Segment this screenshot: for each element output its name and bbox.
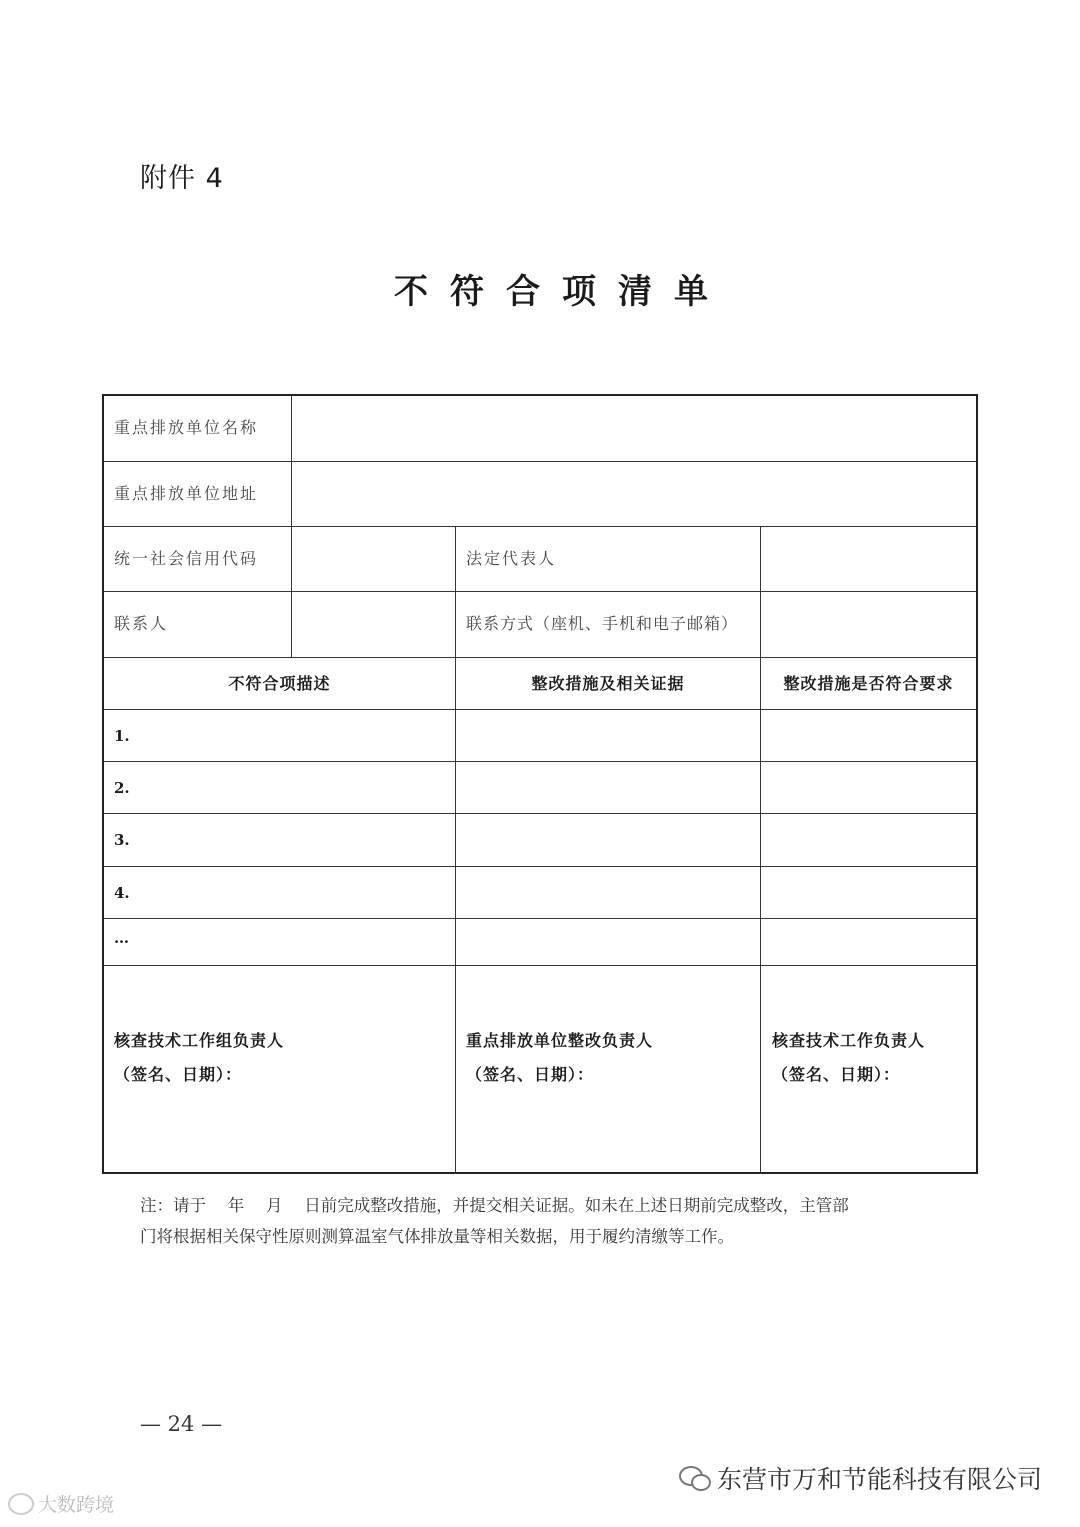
col-divider — [291, 396, 292, 657]
contact-person-field[interactable] — [293, 592, 455, 657]
item-number: 3. — [114, 831, 130, 849]
credit-code-label: 统一社会信用代码 — [114, 549, 259, 568]
document-title: 不符合项清单 — [394, 272, 730, 312]
signature-title: 核查技术工作组负责人 — [114, 1031, 285, 1050]
row-divider — [104, 813, 976, 814]
legal-rep-field[interactable] — [762, 527, 976, 591]
signature-block-verifier[interactable] — [772, 1024, 925, 1092]
page-number: — 24 — — [140, 1412, 223, 1436]
row-divider — [104, 866, 976, 867]
brand-watermark — [8, 1490, 114, 1517]
signature-hint: （签名、日期）： — [466, 1065, 595, 1084]
signature-title: 重点排放单位整改负责人 — [466, 1031, 654, 1050]
legal-rep-label: 法定代表人 — [466, 549, 557, 568]
unit-name-label: 重点排放单位名称 — [114, 418, 259, 437]
signature-hint: （签名、日期）： — [114, 1065, 243, 1084]
row-divider — [104, 709, 976, 710]
brand-logo-icon — [8, 1493, 34, 1515]
item-number: 4. — [114, 884, 130, 902]
attachment-label: 附件 4 — [140, 163, 224, 194]
company-watermark — [679, 1460, 1042, 1496]
contact-method-field[interactable] — [762, 592, 976, 657]
note-line: 门将根据相关保守性原则测算温室气体排放量等相关数据，用于履约清缴等工作。 — [140, 1227, 734, 1246]
item-number: 2. — [114, 779, 130, 797]
signature-block-unit-rectification[interactable] — [466, 1024, 653, 1092]
col-header-measures: 整改措施及相关证据 — [531, 674, 685, 693]
row-divider — [104, 657, 976, 658]
signature-block-verifier-group[interactable] — [114, 1024, 284, 1092]
signature-hint: （签名、日期）： — [772, 1065, 901, 1084]
contact-person-label: 联系人 — [114, 614, 169, 633]
contact-method-label: 联系方式（座机、手机和电子邮箱） — [466, 614, 739, 633]
row-divider — [104, 761, 976, 762]
watermark-company-name: 东营市万和节能科技有限公司 — [716, 1465, 1042, 1494]
unit-address-field[interactable] — [293, 462, 976, 526]
signature-title: 核查技术工作负责人 — [772, 1031, 926, 1050]
col-header-description: 不符合项描述 — [228, 674, 331, 693]
unit-address-label: 重点排放单位地址 — [114, 484, 259, 503]
watermark-brand-name: 大数跨境 — [38, 1494, 115, 1516]
item-number: 1. — [114, 727, 130, 745]
col-header-compliance: 整改措施是否符合要求 — [783, 674, 954, 693]
note — [140, 1190, 950, 1252]
row-divider — [104, 965, 976, 966]
nonconformity-form — [102, 394, 978, 1174]
note-line: 注：请于 年 月 日前完成整改措施，并提交相关证据。如未在上述日期前完成整改，主管部 — [140, 1196, 849, 1215]
credit-code-field[interactable] — [293, 527, 455, 591]
unit-name-field[interactable] — [293, 396, 976, 461]
item-number: … — [114, 929, 129, 947]
wechat-icon — [679, 1466, 709, 1490]
col-divider — [760, 526, 761, 1174]
col-divider — [455, 526, 456, 1174]
row-divider — [104, 918, 976, 919]
